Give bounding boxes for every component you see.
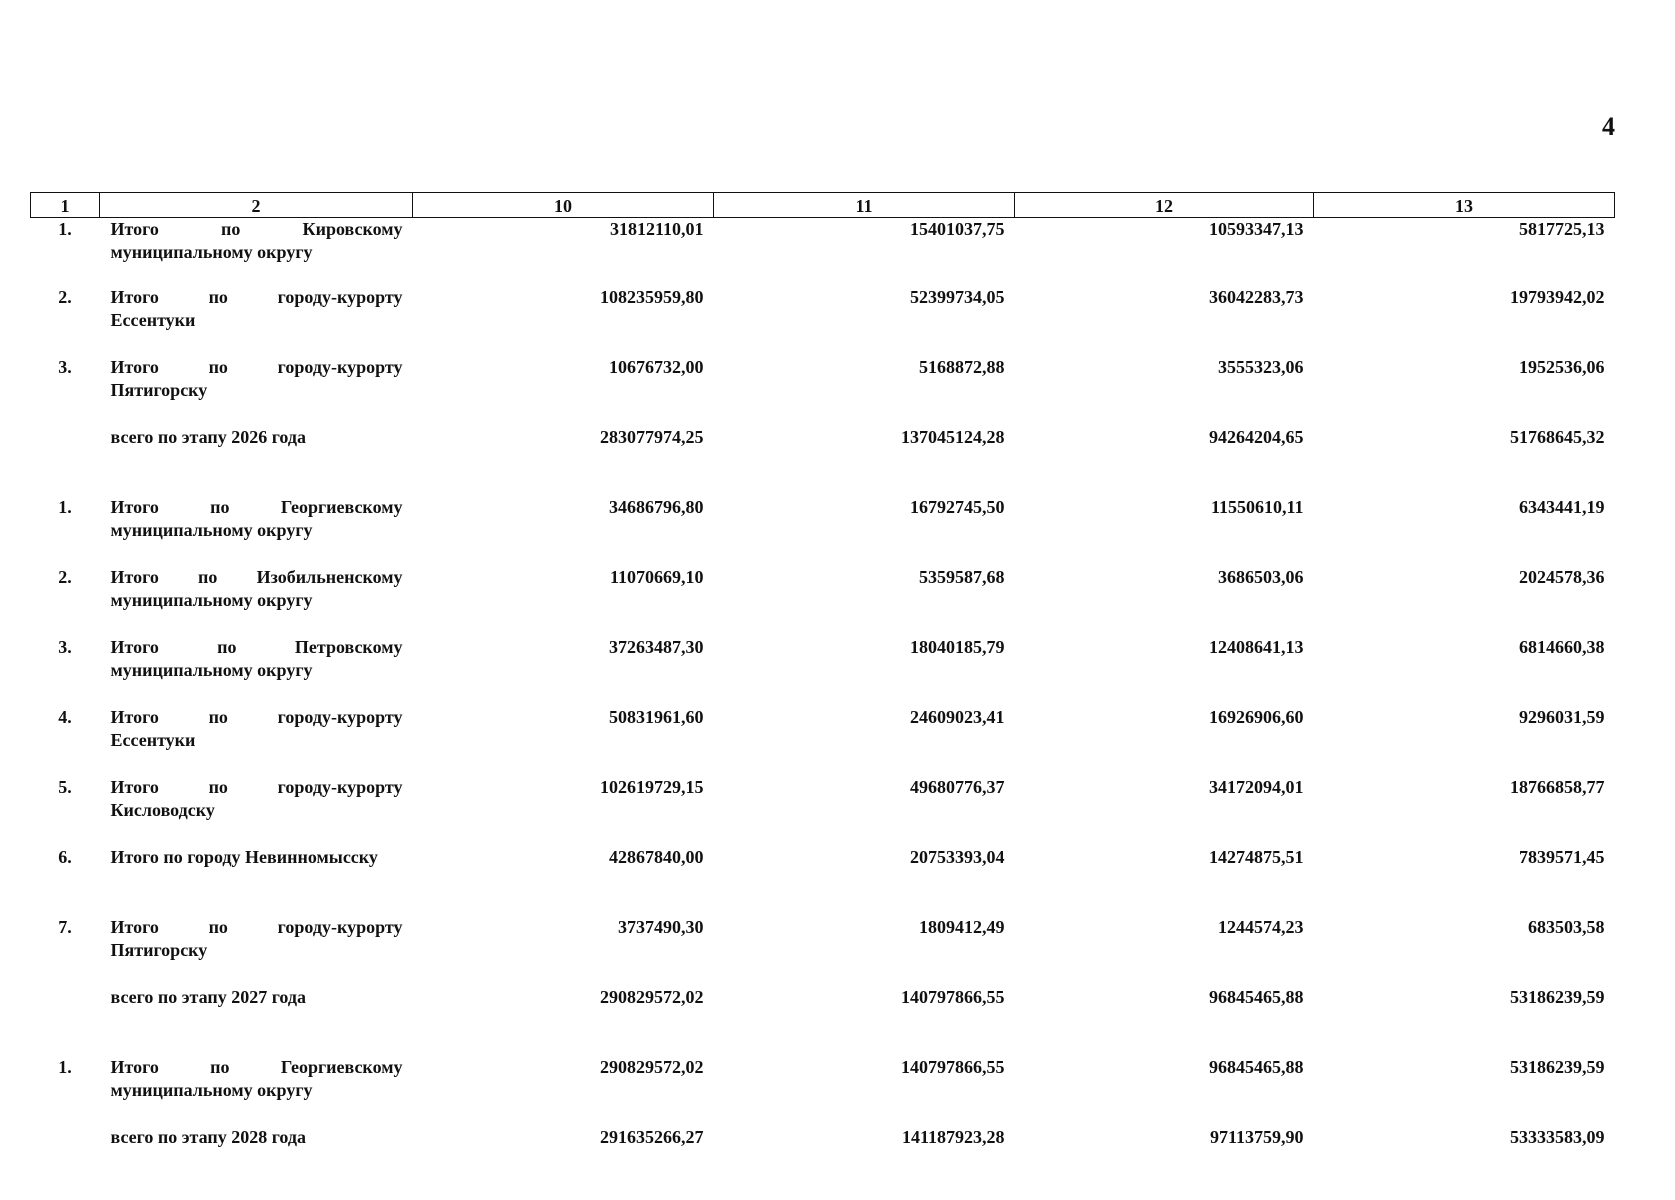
value-col-13: 53186239,59 <box>1510 1057 1605 1077</box>
header-col-11: 11 <box>714 193 1015 218</box>
value-col-13: 19793942,02 <box>1510 287 1605 307</box>
row-name <box>100 426 413 496</box>
row-name-line-2: Ессентуки <box>110 310 196 330</box>
row-name-line-1: Итого по городу-курорту <box>110 777 403 797</box>
table-row <box>31 356 1615 426</box>
row-name <box>100 706 413 776</box>
row-name <box>100 1126 413 1196</box>
row-name-line-2: Пятигорску <box>110 940 208 960</box>
row-name-line-2: муниципальному округу <box>110 242 313 262</box>
row-name <box>100 776 413 846</box>
header-col-1: 1 <box>31 193 100 218</box>
value-col-13: 683503,58 <box>1528 917 1605 937</box>
row-name-line-2: муниципальному округу <box>110 660 313 680</box>
value-col-11: 5359587,68 <box>919 567 1005 587</box>
row-name-line-1: Итого по городу-курорту <box>110 917 403 937</box>
row-number: 3. <box>58 637 72 657</box>
table-row <box>31 986 1615 1056</box>
table-row <box>31 916 1615 986</box>
table-row <box>31 286 1615 356</box>
value-col-10: 31812110,01 <box>609 219 704 239</box>
value-col-12: 10593347,13 <box>1209 219 1304 239</box>
row-name <box>100 846 413 916</box>
value-col-13: 18766858,77 <box>1510 777 1605 797</box>
row-number: 7. <box>58 917 72 937</box>
row-name-line-1: Итого по Петровскому <box>110 637 403 657</box>
table-row <box>31 426 1615 496</box>
value-col-12: 14274875,51 <box>1209 847 1304 867</box>
value-col-10: 3737490,30 <box>618 917 704 937</box>
header-row <box>31 193 1615 218</box>
value-col-11: 140797866,55 <box>901 1057 1005 1077</box>
value-col-11: 24609023,41 <box>910 707 1005 727</box>
row-name <box>100 218 413 287</box>
value-col-13: 7839571,45 <box>1519 847 1605 867</box>
row-number: 1. <box>58 1057 72 1077</box>
row-name-line-2: муниципальному округу <box>110 590 313 610</box>
header-col-13: 13 <box>1314 193 1615 218</box>
row-name-line-1: Итого по городу-курорту <box>110 707 403 727</box>
row-number <box>31 426 100 496</box>
value-col-12: 1244574,23 <box>1218 917 1304 937</box>
value-col-12: 12408641,13 <box>1209 637 1304 657</box>
table-row <box>31 636 1615 706</box>
value-col-10: 290829572,02 <box>600 987 704 1007</box>
value-col-11: 140797866,55 <box>901 987 1005 1007</box>
value-col-12: 36042283,73 <box>1209 287 1304 307</box>
table-header <box>31 193 1615 218</box>
value-col-10: 50831961,60 <box>609 707 704 727</box>
row-number: 2. <box>58 287 72 307</box>
value-col-12: 3686503,06 <box>1218 567 1304 587</box>
table-row <box>31 496 1615 566</box>
value-col-12: 3555323,06 <box>1218 357 1304 377</box>
value-col-11: 5168872,88 <box>919 357 1005 377</box>
value-col-12: 16926906,60 <box>1209 707 1304 727</box>
row-number: 4. <box>58 707 72 727</box>
value-col-10: 42867840,00 <box>609 847 704 867</box>
row-name-line-2: Пятигорску <box>110 380 208 400</box>
value-col-10: 108235959,80 <box>600 287 704 307</box>
value-col-12: 34172094,01 <box>1209 777 1304 797</box>
table-row <box>31 1056 1615 1126</box>
value-col-12: 94264204,65 <box>1209 427 1304 447</box>
row-number: 1. <box>58 497 72 517</box>
header-col-12: 12 <box>1015 193 1314 218</box>
row-name-line-1: Итого по Георгиевскому <box>110 497 403 517</box>
value-col-12: 11550610,11 <box>1210 497 1304 517</box>
value-col-11: 18040185,79 <box>910 637 1005 657</box>
table-row <box>31 706 1615 776</box>
table-row <box>31 566 1615 636</box>
value-col-12: 96845465,88 <box>1209 1057 1304 1077</box>
row-name <box>100 636 413 706</box>
row-name <box>100 916 413 986</box>
row-name-line-1: Итого по Кировскому <box>110 219 403 239</box>
row-name-line-1: Итого по городу-курорту <box>110 287 403 307</box>
value-col-13: 6814660,38 <box>1519 637 1605 657</box>
value-col-13: 1952536,06 <box>1519 357 1605 377</box>
budget-table <box>30 192 1615 1196</box>
table-row <box>31 218 1615 287</box>
value-col-13: 51768645,32 <box>1510 427 1605 447</box>
value-col-10: 10676732,00 <box>609 357 704 377</box>
value-col-11: 141187923,28 <box>901 1127 1005 1147</box>
row-number: 3. <box>58 357 72 377</box>
page-number: 4 <box>1602 112 1615 141</box>
row-name-line-1: Итого по Изобильненскому <box>110 567 403 587</box>
value-col-11: 20753393,04 <box>910 847 1005 867</box>
value-col-11: 15401037,75 <box>910 219 1005 239</box>
row-name <box>100 286 413 356</box>
row-name-line-1: всего по этапу 2026 года <box>110 427 307 447</box>
table-row <box>31 1126 1615 1196</box>
value-col-13: 5817725,13 <box>1519 219 1605 239</box>
value-col-10: 11070669,10 <box>609 567 704 587</box>
value-col-13: 53333583,09 <box>1510 1127 1605 1147</box>
value-col-11: 49680776,37 <box>910 777 1005 797</box>
row-name-line-1: всего по этапу 2028 года <box>110 1127 307 1147</box>
value-col-11: 137045124,28 <box>901 427 1005 447</box>
value-col-13: 9296031,59 <box>1519 707 1605 727</box>
value-col-11: 16792745,50 <box>910 497 1005 517</box>
value-col-13: 6343441,19 <box>1519 497 1605 517</box>
row-number: 1. <box>58 219 72 239</box>
row-name <box>100 986 413 1056</box>
row-number: 5. <box>58 777 72 797</box>
value-col-10: 291635266,27 <box>600 1127 704 1147</box>
value-col-10: 290829572,02 <box>600 1057 704 1077</box>
value-col-11: 1809412,49 <box>919 917 1005 937</box>
row-name-line-2: Ессентуки <box>110 730 196 750</box>
row-name-line-2: Кисловодску <box>110 800 215 820</box>
table-body <box>31 218 1615 1197</box>
table-row <box>31 846 1615 916</box>
table-row <box>31 776 1615 846</box>
row-name-line-1: всего по этапу 2027 года <box>110 987 307 1007</box>
value-col-12: 96845465,88 <box>1209 987 1304 1007</box>
row-number: 6. <box>58 847 72 867</box>
value-col-13: 2024578,36 <box>1519 567 1605 587</box>
row-name-line-2: муниципальному округу <box>110 1080 313 1100</box>
row-name-line-1: Итого по Георгиевскому <box>110 1057 403 1077</box>
header-col-10: 10 <box>413 193 714 218</box>
row-number: 2. <box>58 567 72 587</box>
row-name <box>100 496 413 566</box>
row-number <box>31 1126 100 1196</box>
value-col-10: 283077974,25 <box>600 427 704 447</box>
header-col-2: 2 <box>100 193 413 218</box>
value-col-10: 102619729,15 <box>600 777 704 797</box>
value-col-11: 52399734,05 <box>910 287 1005 307</box>
value-col-12: 97113759,90 <box>1209 1127 1304 1147</box>
row-name <box>100 566 413 636</box>
row-name <box>100 1056 413 1126</box>
row-name-line-2: муниципальному округу <box>110 520 313 540</box>
row-name-line-1: Итого по городу-курорту <box>110 357 403 377</box>
value-col-10: 37263487,30 <box>609 637 704 657</box>
value-col-10: 34686796,80 <box>609 497 704 517</box>
row-number <box>31 986 100 1056</box>
value-col-13: 53186239,59 <box>1510 987 1605 1007</box>
row-name-line-1: Итого по городу Невинномысску <box>110 847 378 867</box>
row-name <box>100 356 413 426</box>
